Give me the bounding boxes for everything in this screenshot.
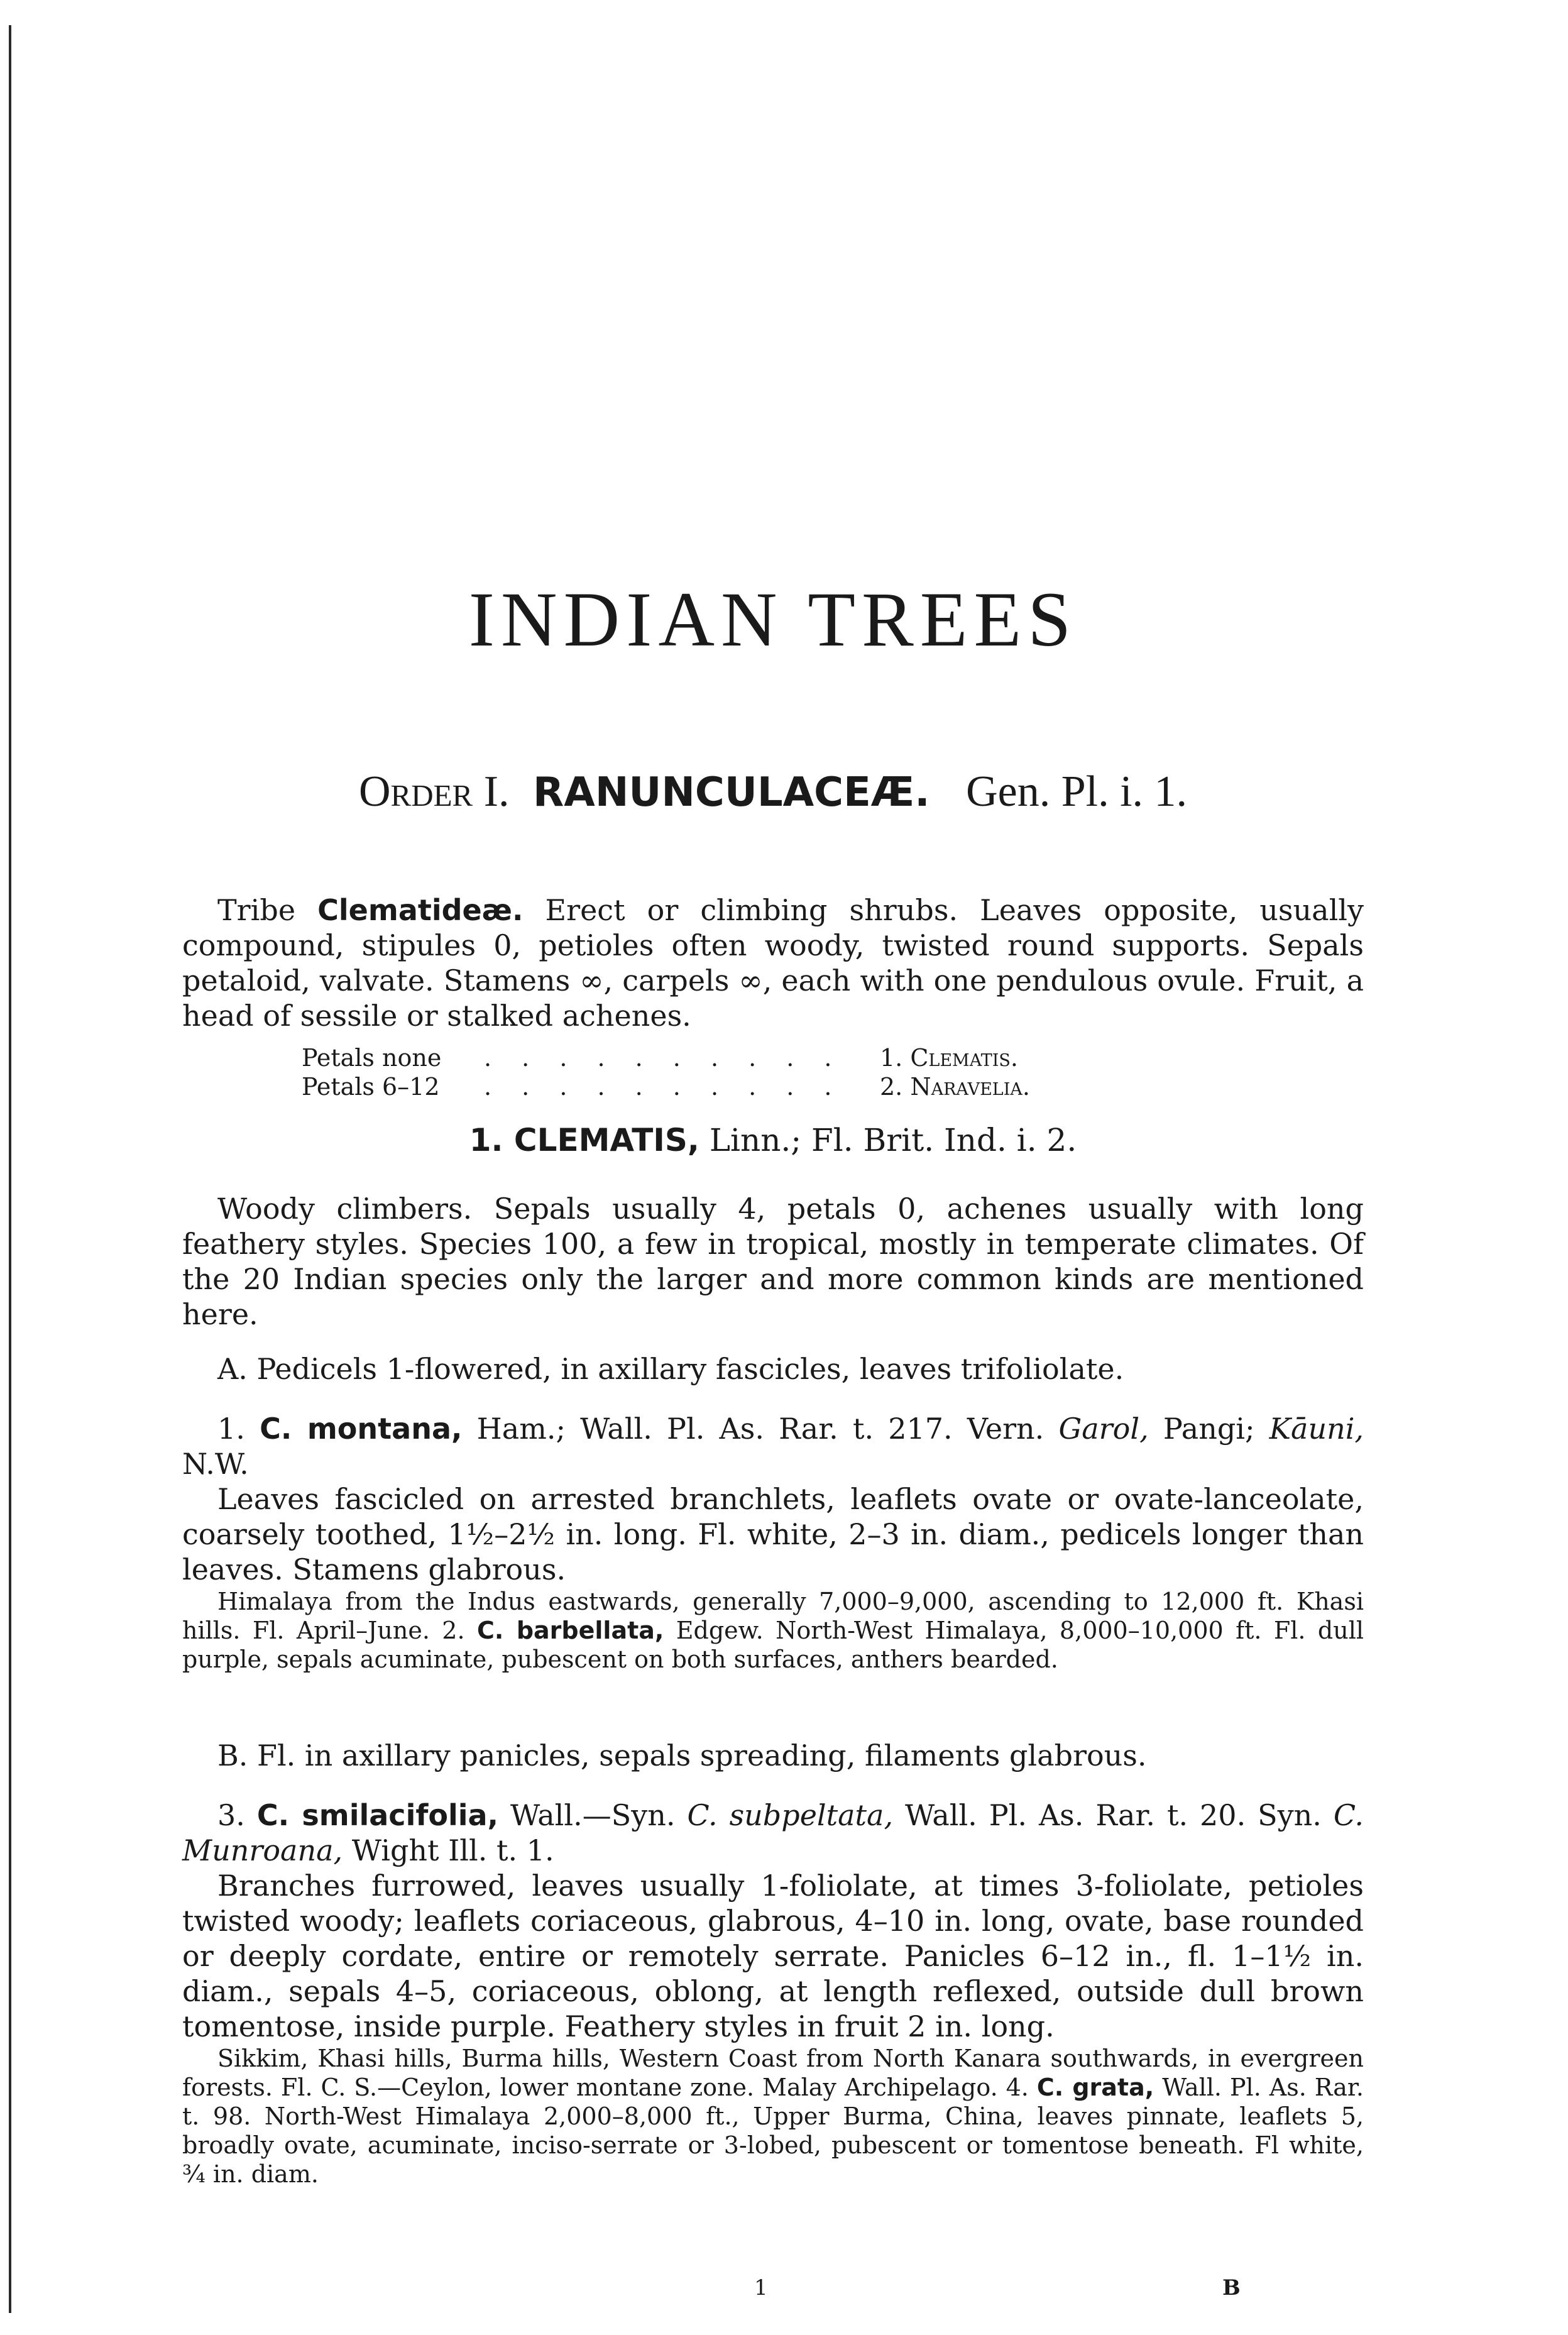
- genus-heading: [182, 1122, 1364, 1158]
- order-reference: Gen. Pl. i. 1.: [966, 767, 1188, 816]
- key-label: Petals none: [302, 1044, 442, 1072]
- tribe-text: Erect or climbing shrubs. Leaves opposite, usually compound, stipules 0, petioles often woody, twisted round supports. Sepals petaloid, valvate. Stamens ∞, carpels ∞, each with one pendulous ovule. Fruit, a head of sessile or stalked achenes.: [182, 893, 1364, 1033]
- synonym-name: C. Munroana,: [182, 1798, 1364, 1867]
- key-row: [302, 1072, 1087, 1101]
- species-name: C. barbellata,: [476, 1617, 664, 1644]
- note-text: Sikkim, Khasi hills, Burma hills, Western Coast from North Kanara southwards, in evergreen forests. Fl. C. S.—Ceylon, lower montane zone. Malay Archipelago. 4.: [182, 2045, 1364, 2101]
- vernacular-name: Garol,: [1058, 1412, 1149, 1446]
- note-text: Wall. Pl. As. Rar. t. 98. North-West Himalaya 2,000–8,000 ft., Upper Burma, China, leaves pinnate, leaflets 5, broadly ovate, acuminate, inciso-serrate or 3-lobed, pubescent or tomentose beneath. Fl white, ¾ in. diam.: [182, 2074, 1364, 2188]
- species-note: [182, 2044, 1364, 2189]
- binding-edge: [9, 25, 11, 2313]
- key-dots: . . . . . . . . . .: [484, 1073, 843, 1101]
- key-result: 2. Naravelia.: [880, 1073, 1030, 1101]
- species-3: [182, 1798, 1364, 2189]
- synonym-name: C. subpeltata,: [687, 1798, 894, 1832]
- key-dots: . . . . . . . . . .: [484, 1044, 843, 1072]
- species-description: Branches furrowed, leaves usually 1-foliolate, at times 3-foliolate, petioles twisted woody; leaflets coriaceous, glabrous, 4–10 in. long, ovate, base rounded or deeply cordate, entire or remotely serrate. Panicles 6–12 in., fl. 1–1½ in. diam., sepals 4–5, coriaceous, oblong, at length reflexed, outside dull brown tomentose, inside purple. Feathery styles in fruit 2 in. long.: [182, 1869, 1364, 2043]
- genus-key: [302, 1043, 1087, 1101]
- tribe-lead: Tribe: [217, 893, 296, 927]
- species-authority: Ham.; Wall. Pl. As. Rar. t. 217. Vern.: [476, 1412, 1044, 1446]
- order-heading: [182, 767, 1364, 817]
- family-name: RANUNCULACEÆ.: [533, 769, 930, 816]
- vernacular-name: Kāuni,: [1269, 1412, 1364, 1446]
- species-authority: Wall. Pl. As. Rar. t. 20. Syn.: [905, 1798, 1322, 1832]
- note-text: Himalaya from the Indus eastwards, generally 7,000–9,000, ascending to 12,000 ft. Khasi hills. Fl. April–June. 2.: [182, 1588, 1364, 1644]
- signature-mark: B: [1222, 2275, 1241, 2300]
- species-number: 1.: [217, 1412, 245, 1446]
- species-name: C. grata,: [1036, 2074, 1154, 2101]
- order-prefix: Order I.: [358, 767, 510, 816]
- section-b: [182, 1738, 1364, 1773]
- genus-reference: Linn.; Fl. Brit. Ind. i. 2.: [709, 1122, 1077, 1158]
- species-note: [182, 1587, 1364, 1674]
- vernacular-region: Pangi;: [1163, 1412, 1255, 1446]
- vernacular-region: N.W.: [182, 1447, 249, 1481]
- genus-description-text: Woody climbers. Sepals usually 4, petals 0, achenes usually with long feathery styles. Species 100, a few in tropical, mostly in temperate climates. Of the 20 Indian species only the larger and more common kinds are mentioned here.: [182, 1192, 1364, 1331]
- species-description: Leaves fascicled on arrested branchlets, leaflets ovate or ovate-lanceolate, coarsely toothed, 1½–2½ in. long. Fl. white, 2–3 in. diam., pedicels longer than leaves. Stamens glabrous.: [182, 1482, 1364, 1586]
- genus-description: [182, 1191, 1364, 1332]
- species-name: C. montana,: [260, 1412, 463, 1446]
- key-result: 1. Clematis.: [880, 1044, 1018, 1072]
- tribe-paragraph: [182, 893, 1364, 1033]
- key-label: Petals 6–12: [302, 1073, 440, 1101]
- species-number: 3.: [217, 1798, 245, 1832]
- note-text: Edgew. North-West Himalaya, 8,000–10,000 ft. Fl. dull purple, sepals acuminate, pubescent on both surfaces, anthers bearded.: [182, 1617, 1364, 1673]
- book-title: INDIAN TREES: [468, 576, 1078, 662]
- species-authority: Wall.—Syn.: [510, 1798, 676, 1832]
- section-a: [182, 1351, 1364, 1387]
- section-a-text: A. Pedicels 1-flowered, in axillary fascicles, leaves trifoliolate.: [217, 1352, 1124, 1386]
- tribe-name: Clematideæ.: [317, 893, 524, 927]
- genus-name: 1. CLEMATIS,: [469, 1122, 699, 1158]
- species-authority: Wight Ill. t. 1.: [351, 1833, 554, 1867]
- species-1: [182, 1411, 1364, 1674]
- species-name: C. smilacifolia,: [256, 1798, 499, 1832]
- section-b-text: B. Fl. in axillary panicles, sepals spreading, filaments glabrous.: [217, 1739, 1147, 1772]
- key-row: [302, 1043, 1087, 1072]
- page-number: 1: [754, 2275, 768, 2300]
